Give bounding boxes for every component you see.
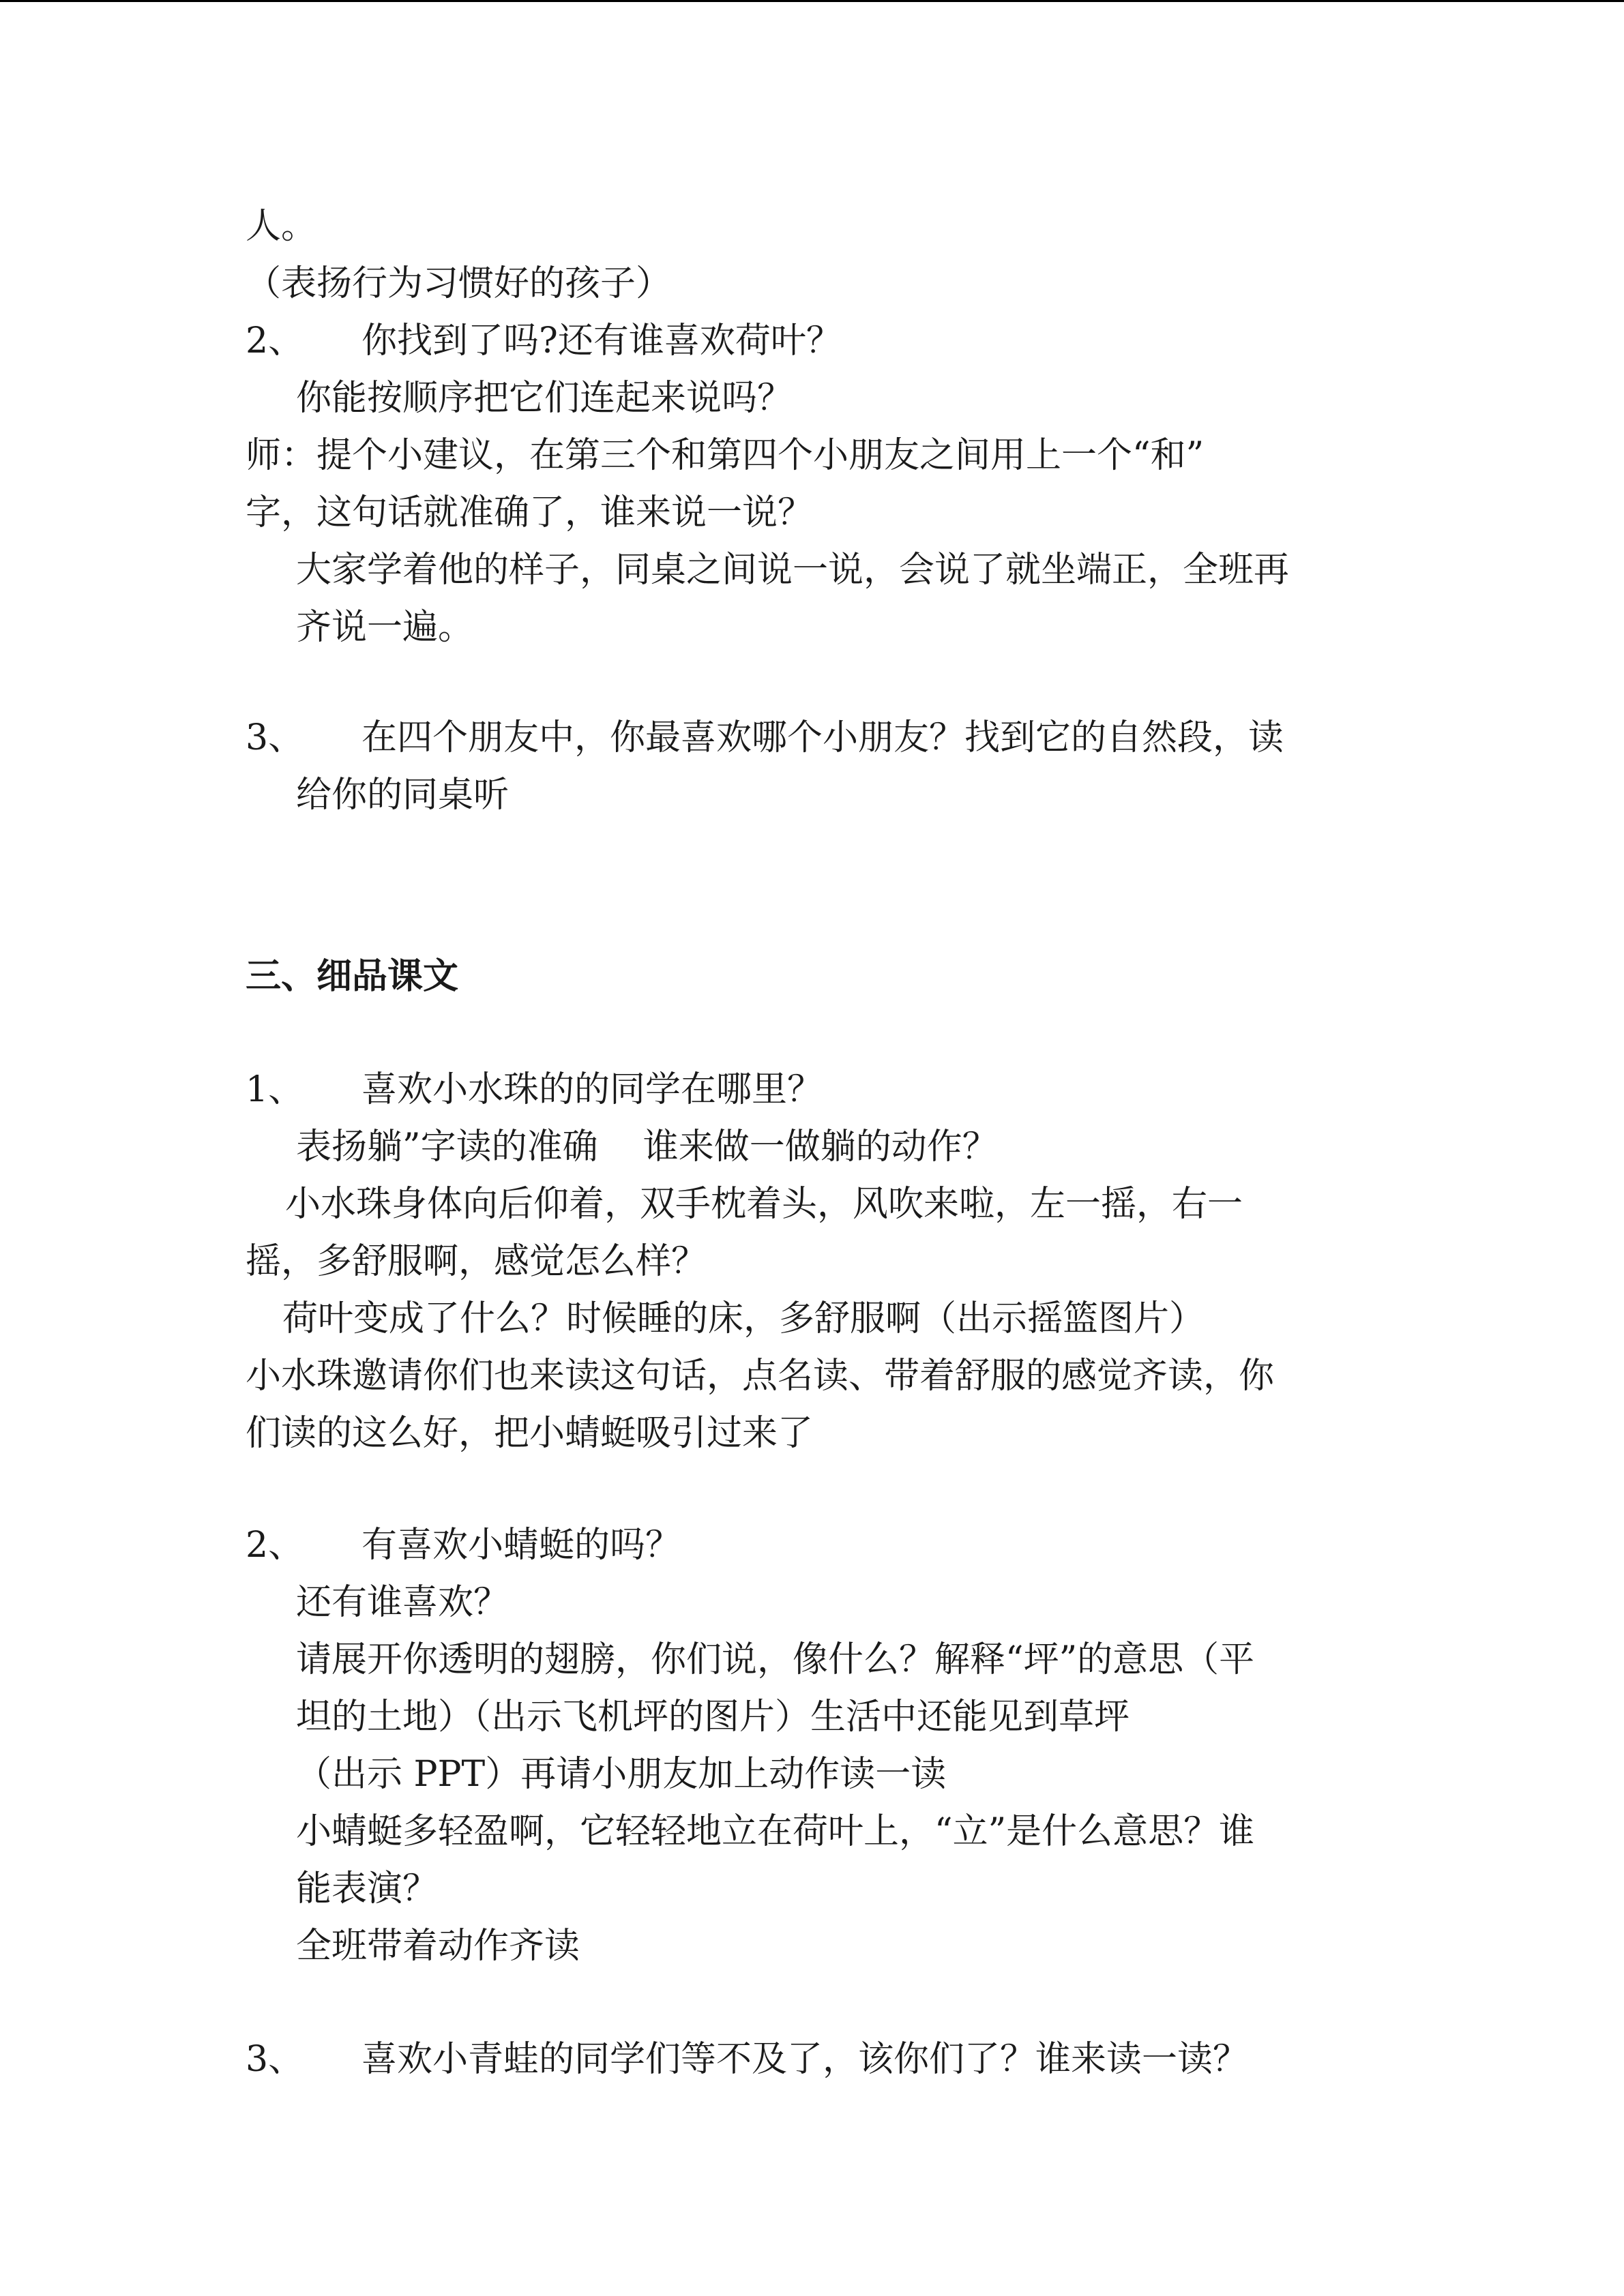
text-line-13: 表扬躺”字读的准确 谁来做一做躺的动作？ [296,1127,998,1167]
list-item-text: 在四个朋友中，你最喜欢哪个小朋友？找到它的自然段，读 [361,717,1284,758]
section-heading: 三、细品课文 [246,955,459,997]
list-item-3-qingwa [246,2031,1248,2088]
text-line-24: 小蜻蜓多轻盈啊，它轻轻地立在荷叶上，“立”是什么意思？谁 [296,1811,1255,1852]
text-line-20: 还有谁喜欢？ [296,1582,510,1623]
text-line-8: 齐说一遍。 [296,607,474,648]
list-item-2-haoye [246,312,842,370]
text-line-26: 全班带着动作齐读 [296,1926,580,1967]
text-line-14: 小水珠身体向后仰着，双手枕着头，风吹来啦，左一摇，右一 [285,1184,1243,1225]
list-number: 2、 [246,320,304,361]
list-number: 1、 [246,1069,304,1110]
text-line-22: 坦的土地）（出示飞机坪的图片）生活中还能见到草坪 [296,1697,1130,1738]
list-item-2-qingting [246,1517,681,1574]
text-line-1: 人。 [246,206,317,247]
list-number: 3、 [246,2039,304,2080]
text-line-18: 们读的这么好，把小蜻蜓吸引过来了 [246,1413,814,1454]
list-item-text: 有喜欢小蜻蜓的吗？ [361,1525,681,1566]
list-item-text: 你找到了吗?还有谁喜欢荷叶？ [361,320,842,361]
top-border-line [0,0,1624,2]
text-line-2: （表扬行为习惯好的孩子） [246,263,672,304]
text-line-10: 给你的同桌听 [296,775,510,816]
text-line-15: 摇，多舒服啊，感觉怎么样？ [246,1241,707,1282]
text-line-23: （出示 PPT）再请小朋友加上动作读一读 [296,1754,947,1795]
text-line-16: 荷叶变成了什么？时候睡的床，多舒服啊（出示摇篮图片） [282,1298,1205,1339]
list-number: 3、 [246,717,304,758]
text-line-7: 大家学着他的样子，同桌之间说一说，会说了就坐端正，全班再 [296,550,1290,591]
text-line-25: 能表演？ [296,1868,439,1909]
list-number: 2、 [246,1525,304,1566]
text-line-4: 你能按顺序把它们连起来说吗？ [296,378,793,419]
text-line-21: 请展开你透明的翅膀，你们说，像什么？解释“坪”的意思（平 [296,1639,1255,1680]
text-line-17: 小水珠邀请你们也来读这句话，点名读、带着舒服的感觉齐读，你 [246,1356,1275,1397]
list-item-1-shuizhu [246,1061,823,1118]
text-line-6: 字，这句话就准确了，谁来说一说？ [246,492,814,533]
text-line-5: 师：提个小建议，在第三个和第四个小朋友之间用上一个“和” [246,435,1205,476]
list-item-text: 喜欢小青蛙的同学们等不及了，该你们了？谁来读一读？ [361,2039,1249,2080]
list-item-3-friends [246,709,1284,766]
list-item-text: 喜欢小水珠的的同学在哪里？ [361,1069,823,1110]
